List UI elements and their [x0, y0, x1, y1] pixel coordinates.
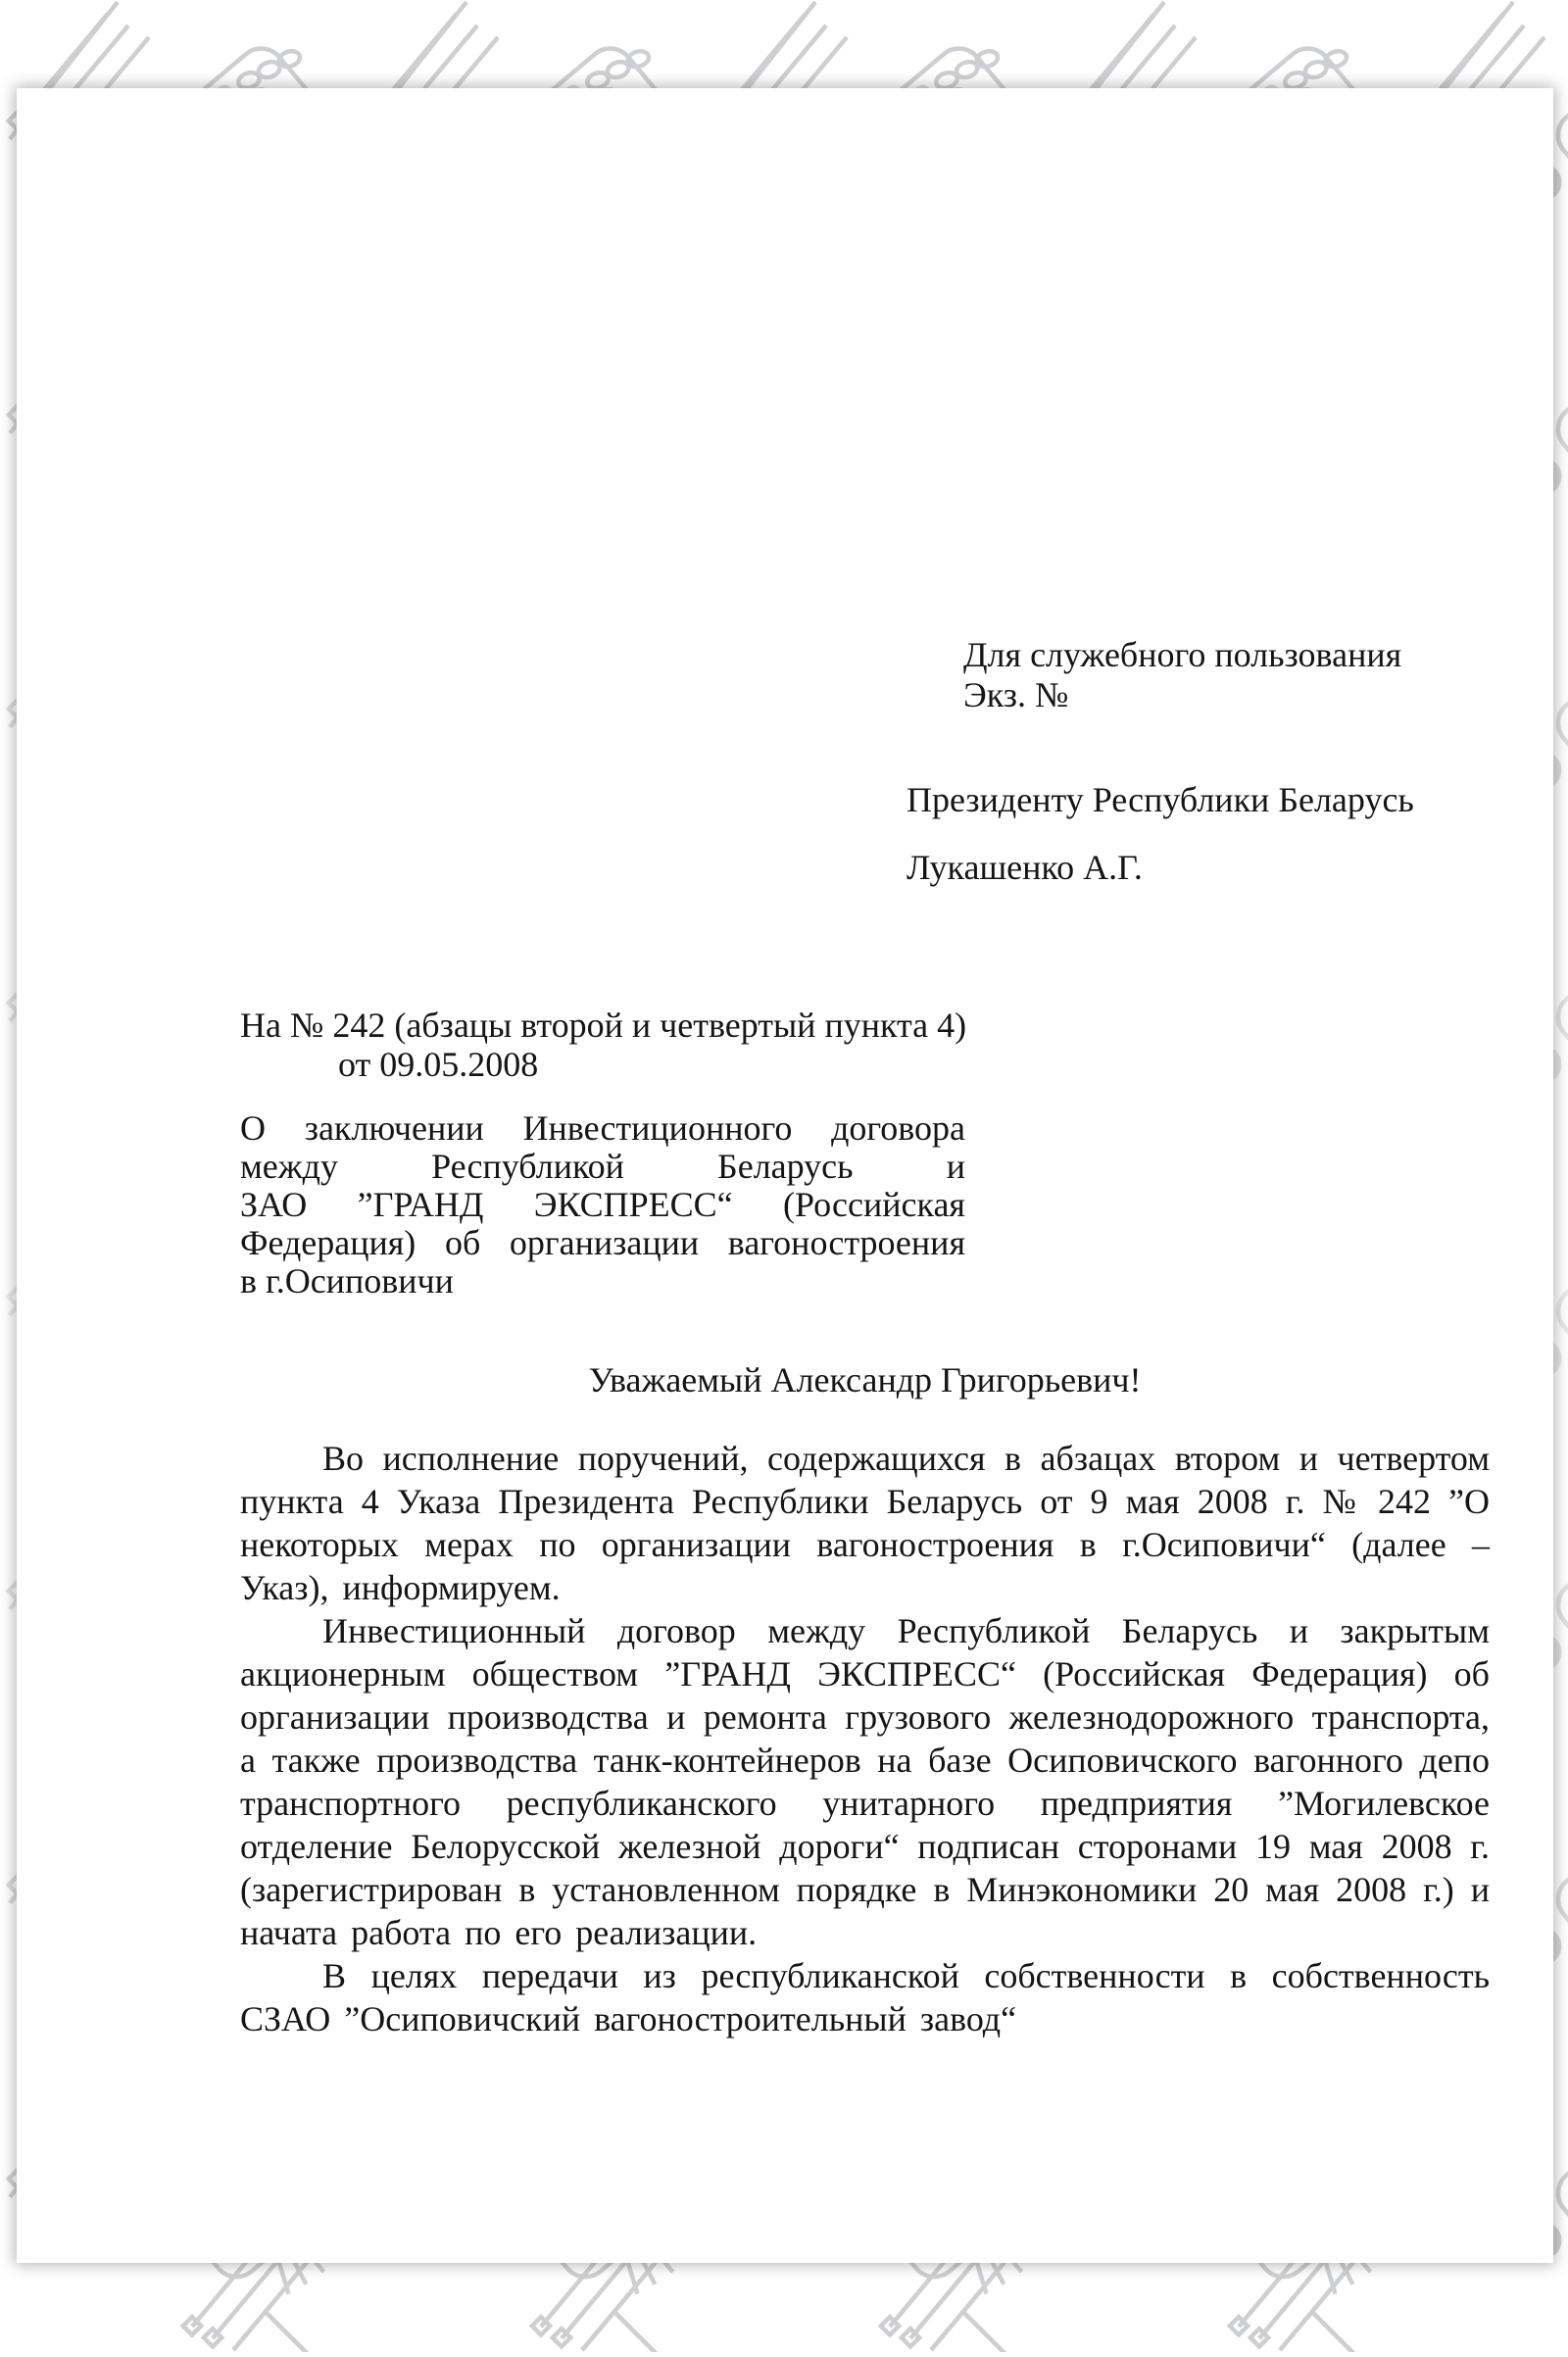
subject-line: Федерация) об организации вагоностроения	[240, 1223, 965, 1262]
reference-date-line: от 09.05.2008	[338, 1045, 539, 1084]
classification-block	[963, 635, 1401, 715]
subject-line: в г.Осиповичи	[240, 1261, 454, 1301]
document-page	[17, 88, 1553, 2263]
body-paragraph-2: Инвестиционный договор между Республикой Беларусь и закрытым акционерным обществом ”ГРАНД ЭКСПРЕСС“ (Российская Федерация) об организации производства и ремонта грузового железнодорожного транспорта, а также производства танк-контейнеров на базе Осиповичского вагонного депо транспортного республиканского унитарного предприятия ”Могилевское отделение Белорусской железной дороги“ подписан сторонами 19 мая 2008 г. (зарегистрирован в установленном порядке в Минэкономики 20 мая 2008 г.) и начата работа по его реализации.	[240, 1611, 1490, 1952]
subject-block	[240, 1109, 965, 1301]
subject-line: ЗАО ”ГРАНД ЭКСПРЕСС“ (Российская	[240, 1185, 965, 1224]
reference-number-line: На № 242 (абзацы второй и четвертый пункта 4)	[240, 1006, 967, 1045]
letter-body	[240, 1437, 1490, 2040]
addressee-name: Лукашенко А.Г.	[906, 848, 1143, 887]
salutation: Уважаемый Александр Григорьевич!	[588, 1360, 1142, 1399]
addressee-title: Президенту Республики Беларусь	[906, 780, 1414, 819]
subject-line: О заключении Инвестиционного договора	[240, 1108, 965, 1148]
reference-block	[240, 1006, 966, 1084]
classification-header: Для служебного пользования	[963, 635, 1402, 674]
subject-line: между Республикой Беларусь и	[240, 1147, 965, 1186]
body-paragraph-1: Во исполнение поручений, содержащихся в абзацах втором и четвертом пункта 4 Указа Президента Республики Беларусь от 9 мая 2008 г. № 242 ”О некоторых мерах по организации вагоностроения в г.Осиповичи“ (далее – Указ), информируем.	[240, 1439, 1490, 1607]
copy-number-line: Экз. №	[963, 675, 1069, 714]
body-paragraph-3: В целях передачи из республиканской собственности в собственность СЗАО ”Осиповичский вагоностроительный завод“	[240, 1956, 1490, 2038]
